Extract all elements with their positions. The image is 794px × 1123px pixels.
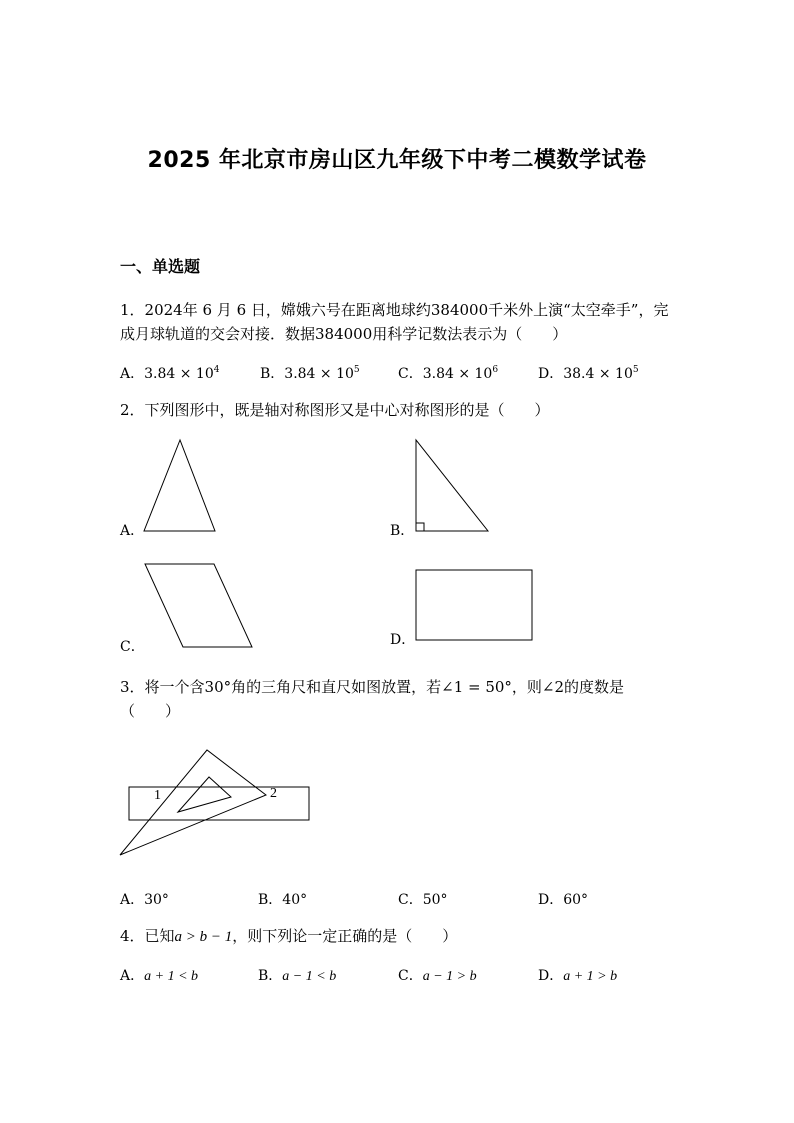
triangle-inner xyxy=(178,777,231,812)
question-4-prefix: 4．已知 xyxy=(120,927,175,945)
figure-d-rectangle xyxy=(416,570,532,640)
question-4-option-b xyxy=(258,965,336,985)
question-3-option-c: C．50° xyxy=(398,892,448,908)
question-4-text xyxy=(120,924,457,949)
option-label: D． xyxy=(538,968,564,984)
question-1-line-2: 成月球轨道的交会对接．数据384000用科学记数法表示为（ ） xyxy=(120,325,568,343)
question-2-option-b-label: B． xyxy=(390,523,415,539)
question-4-suffix: ，则下列论一定正确的是（ ） xyxy=(232,927,458,945)
question-3-option-a: A．30° xyxy=(120,892,169,908)
option-exponent: 5 xyxy=(632,365,639,375)
option-base: 3.84 × 10 xyxy=(144,366,214,382)
question-4-option-c xyxy=(398,965,477,985)
question-3-option-b: B．40° xyxy=(258,892,308,908)
option-expression: a + 1 < b xyxy=(144,969,199,984)
option-exponent: 4 xyxy=(213,365,220,375)
question-4-option-a xyxy=(120,965,198,985)
option-label: B． xyxy=(258,968,283,984)
angle-2-label: 2 xyxy=(270,786,277,801)
option-label: C． xyxy=(398,968,423,984)
option-label: A． xyxy=(120,366,145,382)
option-expression: a − 1 < b xyxy=(282,969,337,984)
figure-a-isosceles-triangle xyxy=(144,440,215,531)
question-2-text: 2．下列图形中，既是轴对称图形又是中心对称图形的是（ ） xyxy=(120,401,550,419)
option-label: C． xyxy=(398,366,423,382)
option-base: 3.84 × 10 xyxy=(284,366,354,382)
question-3-line-1: 3．将一个含30°角的三角尺和直尺如图放置，若∠1 = 50°，则∠2的度数是 xyxy=(120,678,625,696)
option-exponent: 6 xyxy=(492,365,499,375)
section-heading-single-choice: 一、单选题 xyxy=(120,257,201,276)
question-3-option-d: D．60° xyxy=(538,892,589,908)
option-expression: a − 1 > b xyxy=(422,969,477,984)
question-4-option-d xyxy=(538,965,617,985)
option-base: 38.4 × 10 xyxy=(563,366,633,382)
question-2-option-c-label: C． xyxy=(120,639,145,655)
figure-b-right-triangle xyxy=(416,440,488,531)
option-base: 3.84 × 10 xyxy=(422,366,493,382)
question-3-line-2: （ ） xyxy=(120,702,181,720)
option-label: D． xyxy=(538,366,564,382)
option-exponent: 5 xyxy=(353,365,360,375)
question-1-line-1: 1．2024年 6 月 6 日，嫦娥六号在距离地球约384000千米外上演“太空牵手”，完 xyxy=(120,301,669,319)
option-label: B． xyxy=(260,366,285,382)
option-label: A． xyxy=(120,968,145,984)
figure-b-right-angle-mark xyxy=(416,523,424,531)
question-4-condition: a > b − 1 xyxy=(174,929,233,945)
option-expression: a + 1 > b xyxy=(563,969,618,984)
page-title: 2025 年北京市房山区九年级下中考二模数学试卷 xyxy=(147,148,647,173)
figure-c-parallelogram xyxy=(145,564,252,647)
angle-1-label: 1 xyxy=(154,788,161,803)
question-2-option-a-label: A． xyxy=(120,523,145,539)
question-2-option-d-label: D． xyxy=(390,632,416,648)
triangle-outer xyxy=(120,750,266,855)
